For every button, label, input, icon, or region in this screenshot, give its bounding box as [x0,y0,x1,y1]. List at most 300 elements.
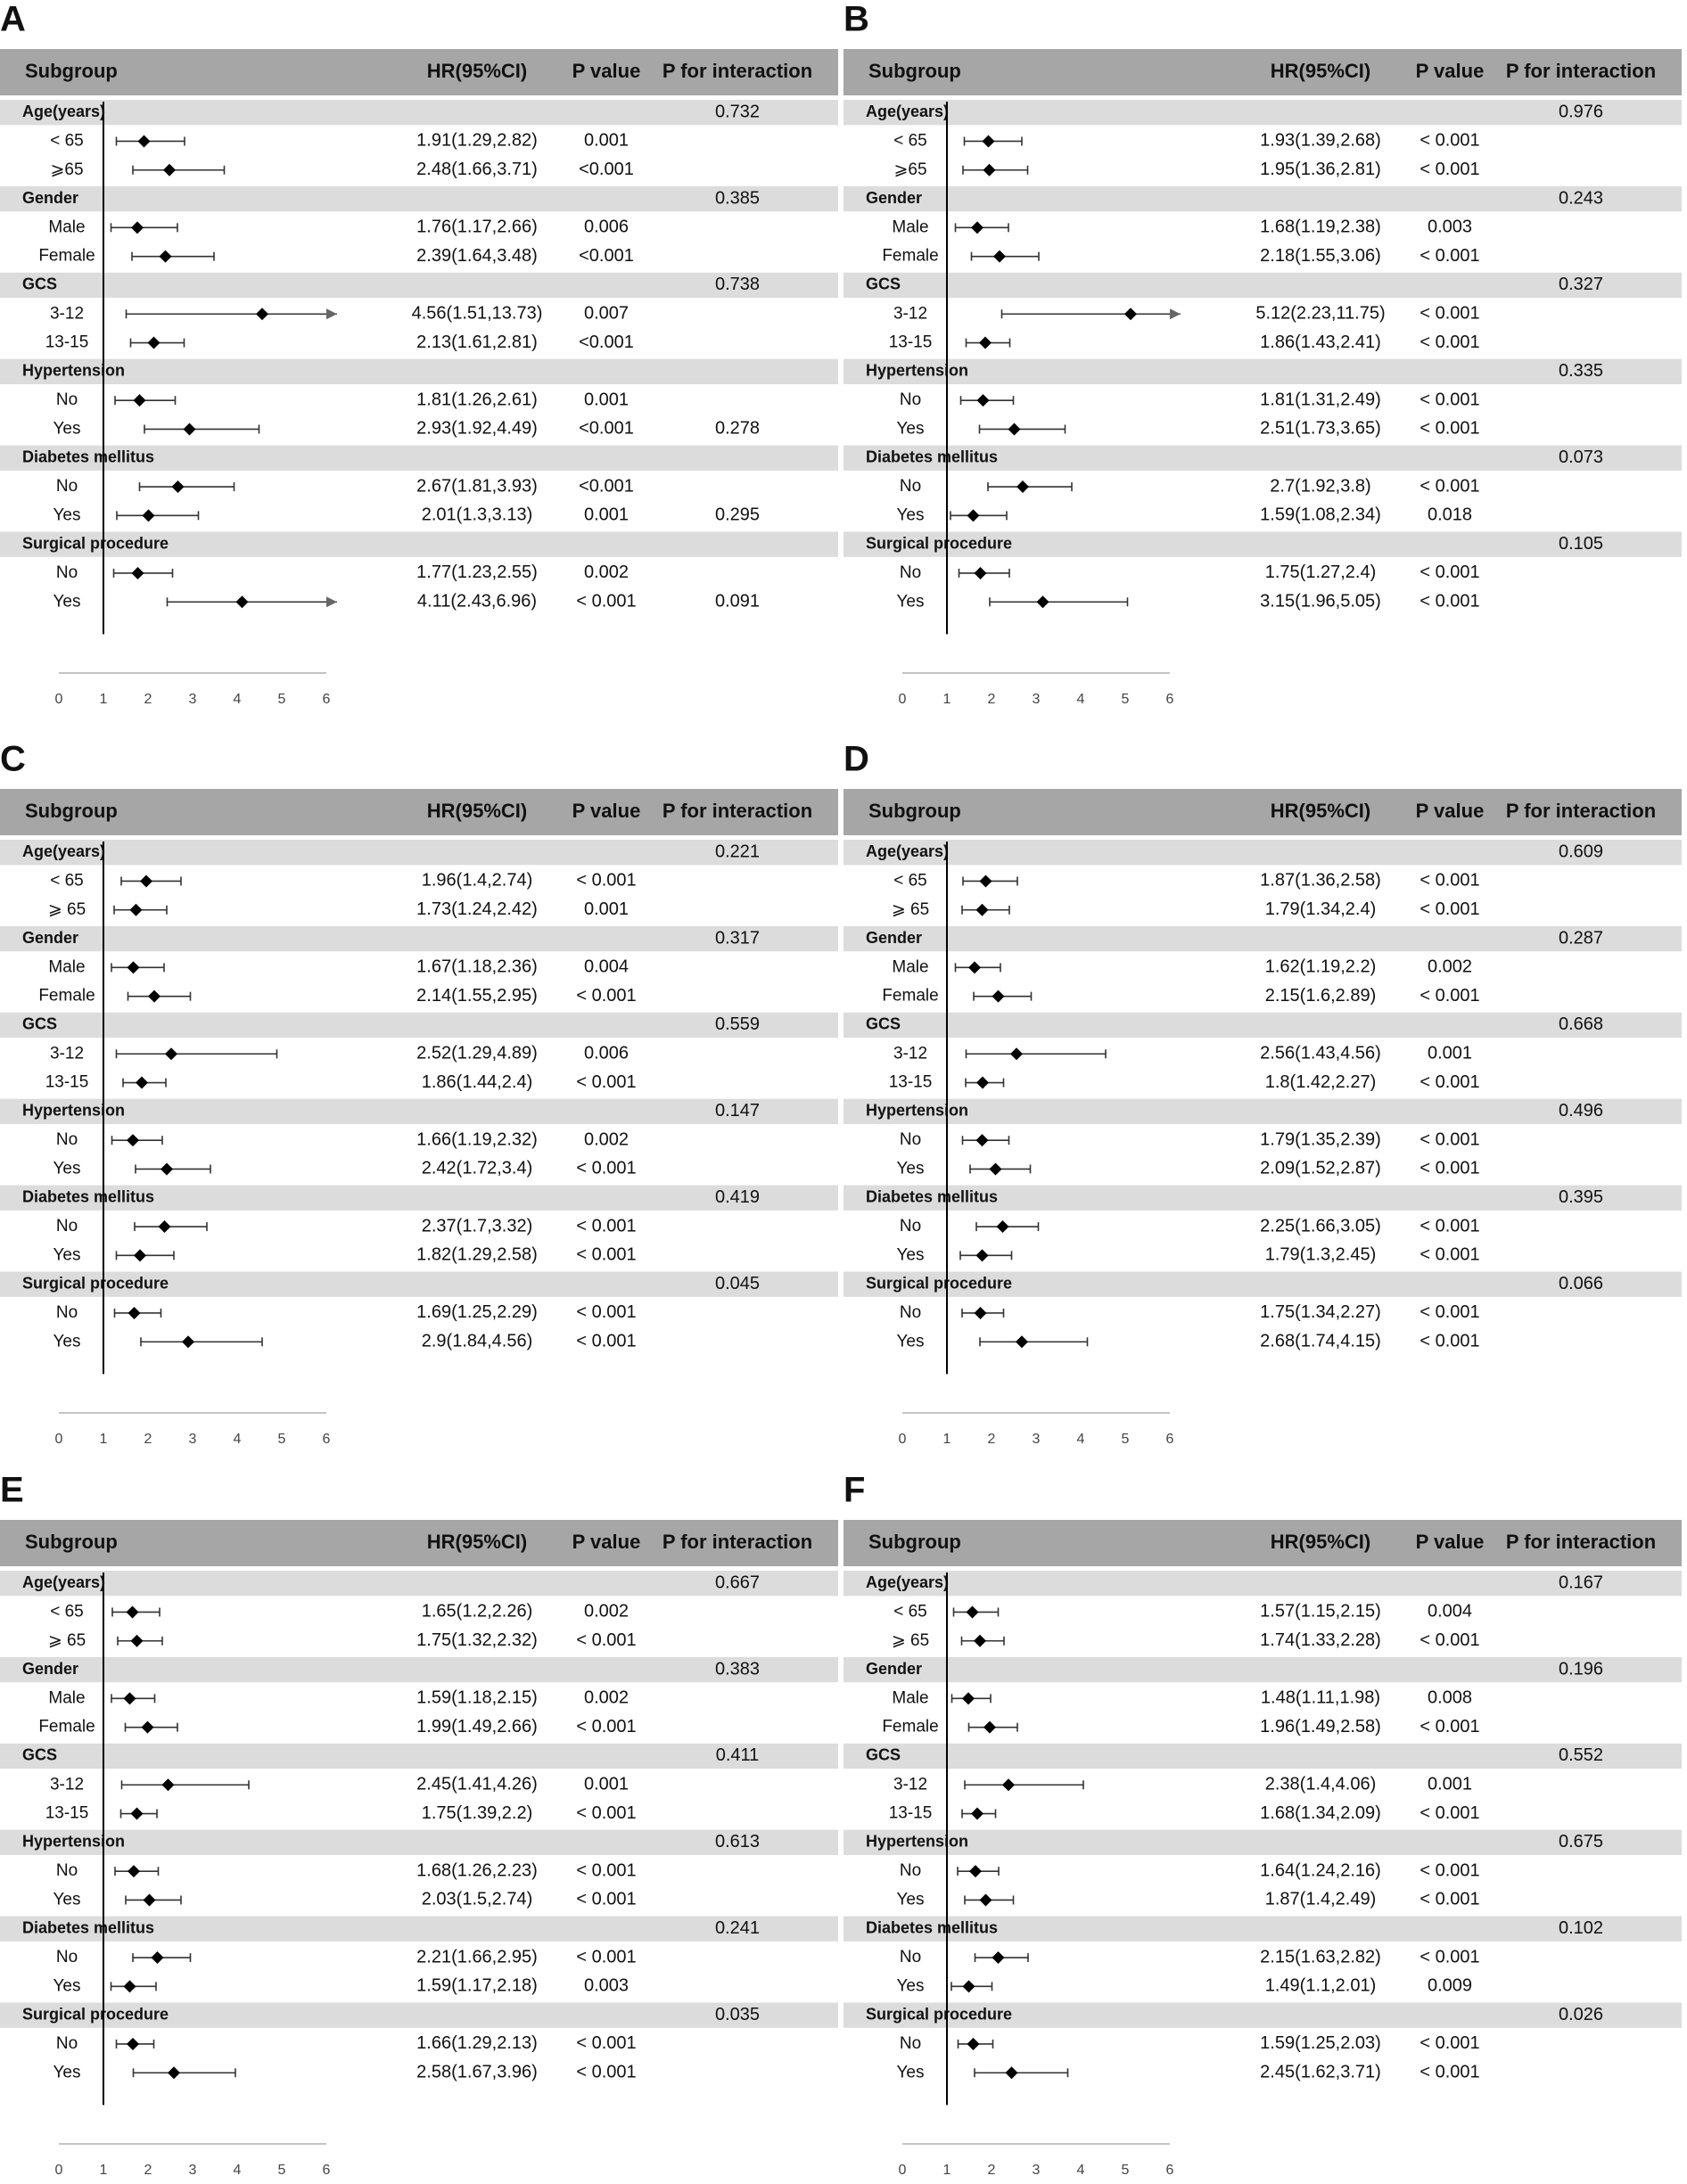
hr-marker [132,567,144,579]
x-tick-label: 0 [898,2163,907,2179]
hr-ci-value: 1.95(1.36,2.81) [1260,160,1381,180]
hr-ci-value: 2.48(1.66,3.71) [416,160,538,180]
hr-ci-value: 1.62(1.19,2.2) [1264,957,1377,977]
category-label: Hypertension [22,1832,126,1851]
forest-panel-f [844,1471,1682,2184]
p-value: < 0.001 [1420,1630,1480,1651]
hr-ci-value: 1.79(1.3,2.45) [1264,1244,1377,1265]
p-value: < 0.001 [576,1302,637,1323]
subgroup-label: Yes [896,1332,925,1351]
hr-marker [980,1893,992,1906]
p-value: < 0.001 [1420,1947,1480,1967]
category-label: Age(years) [866,102,950,120]
header-hr: HR(95%CI) [1270,799,1371,822]
category-band [0,359,838,384]
category-label: GCS [22,1014,58,1033]
hr-marker [977,394,990,406]
subgroup-label: No [899,477,922,497]
subgroup-label: Female [38,1717,95,1737]
category-label: Gender [866,1659,923,1678]
category-label: Surgical procedure [866,2005,1013,2024]
p-interaction-value: 0.552 [1558,1745,1604,1766]
category-label: Hypertension [866,1101,969,1120]
forest-panel-a [0,0,838,713]
subgroup-label: ⩾ 65 [891,899,930,919]
hr-ci-value: 2.21(1.66,2.95) [416,1947,538,1967]
p-interaction-value: 0.385 [714,188,761,209]
subgroup-label: Yes [53,1159,81,1178]
p-value: < 0.001 [576,1158,637,1178]
category-band [0,1830,838,1855]
subgroup-label: 3-12 [49,1775,85,1794]
p-interaction-value: 0.035 [714,2004,761,2024]
category-label: GCS [866,275,901,293]
x-tick-label: 1 [942,1432,951,1448]
x-tick-label: 1 [942,692,951,708]
p-value: < 0.001 [576,1802,637,1823]
hr-ci-value: 1.59(1.18,2.15) [416,1687,538,1708]
p-value: < 0.001 [576,2062,637,2082]
p-value: < 0.001 [576,985,637,1006]
p-value: < 0.001 [576,1947,637,1967]
header-subgroup: Subgroup [868,799,961,822]
category-band [844,926,1682,951]
subgroup-label: Yes [53,2063,81,2082]
x-tick-label: 5 [277,1432,286,1448]
hr-ci-value: 2.68(1.74,4.15) [1260,1331,1381,1351]
x-tick-label: 0 [54,2163,63,2179]
subgroup-label: Female [882,246,939,266]
category-band [0,273,838,298]
hr-marker [1037,595,1049,608]
category-band [0,1571,838,1596]
p-value: < 0.001 [1420,332,1480,352]
subgroup-label: 13-15 [888,333,933,352]
hr-ci-value: 1.67(1.18,2.36) [416,957,538,977]
hr-ci-value: 2.93(1.92,4.49) [416,418,538,439]
p-value: < 0.001 [576,1216,637,1236]
category-band [0,1657,838,1682]
category-label: Diabetes mellitus [866,447,999,466]
p-value: < 0.001 [1420,985,1480,1006]
hr-ci-value: 1.75(1.34,2.27) [1260,1302,1381,1323]
category-label: Age(years) [22,102,106,120]
forest-svg [0,1471,838,2184]
hr-marker [138,135,151,147]
hr-ci-value: 1.75(1.32,2.32) [416,1630,538,1651]
p-value: < 0.001 [576,1860,637,1881]
p-value: 0.008 [1427,1687,1473,1708]
x-tick-label: 5 [1121,1432,1130,1448]
subgroup-label: 13-15 [45,1803,89,1823]
p-value: < 0.001 [1420,1129,1480,1150]
p-value: 0.001 [583,390,630,410]
x-tick-label: 5 [1121,692,1130,708]
category-band [0,100,838,125]
hr-marker [1016,1335,1028,1348]
p-value: 0.003 [1427,217,1473,237]
hr-ci-value: 1.75(1.27,2.4) [1264,562,1377,583]
p-interaction-value: 0.287 [1558,928,1604,948]
p-interaction-value: 0.243 [1558,188,1604,209]
subgroup-label: 13-15 [45,1072,89,1092]
subgroup-label: No [899,1861,922,1881]
hr-ci-value: 1.96(1.4,2.74) [421,870,533,891]
header-subgroup: Subgroup [25,59,118,82]
x-tick-label: 3 [188,1432,197,1448]
p-value: < 0.001 [1420,418,1480,439]
hr-ci-value: 4.56(1.51,13.73) [411,303,543,324]
category-band [0,1099,838,1124]
subgroup-label: < 65 [893,131,927,151]
p-value: < 0.001 [1420,160,1480,180]
category-label: Diabetes mellitus [866,1187,999,1206]
subgroup-label: Yes [53,1890,81,1909]
p-interaction-value: 0.073 [1558,447,1604,468]
header-hr: HR(95%CI) [426,1530,528,1553]
subgroup-label: ⩾65 [50,160,84,179]
hr-ci-value: 1.68(1.19,2.38) [1260,217,1381,237]
x-tick-label: 5 [1121,2163,1130,2179]
subgroup-label: No [899,1302,922,1322]
category-label: Surgical procedure [866,1274,1013,1293]
hr-ci-value: 1.87(1.4,2.49) [1264,1889,1377,1909]
hr-ci-value: 1.87(1.36,2.58) [1260,870,1381,891]
x-tick-label: 0 [898,1432,907,1448]
category-band [844,273,1682,298]
category-label: Surgical procedure [22,534,169,553]
p-value: < 0.001 [576,1889,637,1909]
hr-ci-value: 1.81(1.26,2.61) [416,390,538,410]
header-hr: HR(95%CI) [426,59,528,82]
p-value: 0.001 [583,899,630,920]
p-value: 0.001 [583,1774,630,1794]
x-tick-label: 0 [54,692,63,708]
hr-marker [165,1047,177,1060]
subgroup-label: No [899,1130,922,1150]
p-interaction-value: 0.976 [1558,102,1604,122]
header-p-value: P value [572,1530,641,1553]
hr-ci-value: 1.8(1.42,2.27) [1264,1071,1377,1092]
hr-marker [127,2038,139,2050]
subgroup-label: No [55,390,78,410]
hr-marker [140,874,152,887]
x-tick-label: 1 [99,1432,108,1448]
subgroup-label: Yes [53,1332,81,1351]
x-tick-label: 4 [233,1432,242,1448]
header-p-interaction: P for interaction [1505,1530,1657,1553]
subgroup-label: 13-15 [45,333,89,352]
category-band [0,840,838,865]
hr-marker [131,1808,144,1820]
x-tick-label: 4 [1076,2163,1085,2179]
category-label: Age(years) [22,1572,106,1591]
hr-marker [128,1865,140,1877]
x-tick-label: 6 [1165,692,1174,708]
hr-ci-value: 1.68(1.34,2.09) [1260,1802,1381,1823]
x-tick-label: 4 [233,2163,242,2179]
x-tick-label: 3 [1032,1432,1041,1448]
p-interaction-value: 0.335 [1558,361,1604,382]
p-value: < 0.001 [1420,1071,1480,1092]
header-p-value: P value [572,799,641,822]
category-band [0,186,838,211]
category-band [844,1744,1682,1769]
p-interaction-value: 0.327 [1558,275,1604,295]
category-label: Diabetes mellitus [22,1918,155,1937]
subgroup-label: Yes [896,1245,925,1265]
subgroup-label: Yes [896,592,925,612]
subgroup-label: Yes [53,1976,81,1996]
hr-marker [124,1980,136,1992]
hr-ci-value: 2.01(1.3,3.13) [421,505,533,525]
p-interaction-value: 0.609 [1558,842,1604,862]
hr-ci-value: 2.25(1.66,3.05) [1260,1216,1381,1236]
hr-ci-value: 1.79(1.35,2.39) [1260,1129,1381,1150]
hr-marker [971,1808,983,1820]
hr-marker [976,1249,989,1261]
subgroup-label: < 65 [50,131,84,151]
hr-marker [993,250,1006,263]
p-value: 0.001 [583,505,630,525]
forest-svg [0,0,838,713]
p-interaction-value: 0.221 [714,842,761,862]
category-label: Gender [866,188,923,207]
p-value: < 0.001 [1420,303,1480,324]
hr-marker [1006,2066,1018,2079]
hr-marker [134,1249,146,1261]
hr-marker [134,394,146,406]
x-tick-label: 6 [322,692,331,708]
p-value: 0.004 [1427,1601,1473,1622]
x-tick-label: 4 [233,692,242,708]
hr-ci-value: 1.93(1.39,2.68) [1260,130,1381,151]
p-value: < 0.001 [1420,1244,1480,1265]
x-tick-label: 0 [54,1432,63,1448]
p-value: < 0.001 [1420,2062,1480,2082]
p-value: <0.001 [579,245,634,266]
forest-svg [844,0,1682,713]
p-interaction-value: 0.667 [714,1572,761,1593]
p-interaction-value: 0.411 [715,1745,760,1766]
category-band [844,1657,1682,1682]
p-interaction-value: 0.295 [714,505,761,525]
panel-label: B [844,0,869,39]
category-label: GCS [22,1745,58,1764]
hr-marker [983,1721,996,1734]
header-p-value: P value [1415,59,1485,82]
subgroup-label: Male [892,218,929,237]
subgroup-label: Yes [896,419,925,439]
p-value: < 0.001 [1420,476,1480,497]
hr-ci-value: 1.81(1.31,2.49) [1260,390,1381,410]
x-tick-label: 3 [188,692,197,708]
hr-ci-value: 2.9(1.84,4.56) [421,1331,533,1351]
p-interaction-value: 0.496 [1558,1101,1604,1121]
p-value: < 0.001 [1420,899,1480,920]
p-value: 0.002 [583,562,630,583]
p-interaction-value: 0.066 [1558,1273,1604,1293]
category-label: GCS [22,275,58,293]
p-value: 0.001 [1427,1043,1473,1063]
p-value: < 0.001 [576,1331,637,1351]
category-band [844,1099,1682,1124]
hr-ci-value: 1.91(1.29,2.82) [416,130,538,151]
hr-marker [162,1778,175,1791]
p-value: < 0.001 [1420,591,1480,612]
category-label: GCS [866,1014,901,1033]
x-tick-label: 1 [942,2163,951,2179]
subgroup-label: Female [38,986,95,1006]
forest-svg [844,1471,1682,2184]
x-tick-label: 5 [277,692,286,708]
p-value: 0.002 [1427,957,1473,977]
panel-label: F [844,1471,866,1510]
p-value: < 0.001 [576,2033,637,2054]
hr-ci-value: 5.12(2.23,11.75) [1255,303,1386,324]
p-interaction-value: 0.675 [1558,1832,1604,1852]
p-value: 0.007 [583,303,630,324]
hr-marker [152,1951,164,1964]
p-value: 0.006 [583,217,630,237]
p-interaction-value: 0.732 [714,102,761,122]
header-hr: HR(95%CI) [426,799,528,822]
subgroup-label: 13-15 [888,1072,933,1092]
hr-marker [975,567,987,579]
hr-ci-value: 1.86(1.43,2.41) [1260,332,1381,352]
header-p-interaction: P for interaction [1505,799,1657,822]
hr-marker [997,1220,1009,1233]
hr-ci-value: 1.75(1.39,2.2) [421,1802,533,1823]
category-band [0,1013,838,1038]
hr-marker [128,1307,141,1319]
p-interaction-value: 0.559 [714,1014,761,1035]
x-tick-label: 5 [277,2163,286,2179]
hr-ci-value: 2.56(1.43,4.56) [1260,1043,1381,1063]
hr-marker [963,1980,975,1992]
hr-ci-value: 1.79(1.34,2.4) [1264,899,1377,920]
hr-ci-value: 2.7(1.92,3.8) [1270,476,1371,497]
hr-marker [256,308,268,320]
subgroup-label: 3-12 [893,1775,928,1794]
category-label: Diabetes mellitus [866,1918,999,1937]
header-p-interaction: P for interaction [662,59,813,82]
p-value: 0.002 [583,1687,630,1708]
hr-ci-value: 1.86(1.44,2.4) [421,1071,533,1092]
subgroup-label: No [899,1217,922,1236]
hr-marker [976,1134,989,1146]
hr-ci-value: 2.52(1.29,4.89) [416,1043,538,1063]
p-value: <0.001 [579,418,634,439]
subgroup-label: Yes [896,1890,925,1909]
category-label: GCS [866,1745,901,1764]
hr-marker [992,990,1005,1003]
hr-marker [967,509,980,521]
x-tick-label: 2 [144,2163,152,2179]
p-interaction-value: 0.045 [714,1273,761,1293]
hr-marker [967,1605,979,1618]
subgroup-label: Male [48,218,86,237]
p-value: 0.002 [583,1129,630,1150]
category-label: Hypertension [22,1101,126,1120]
subgroup-label: No [55,1302,78,1322]
hr-ci-value: 2.45(1.41,4.26) [416,1774,538,1794]
hr-marker [124,1692,136,1704]
hr-ci-value: 2.37(1.7,3.32) [421,1216,533,1236]
hr-marker [142,1721,154,1734]
forest-panel-e [0,1471,838,2184]
hr-marker [130,904,143,916]
subgroup-label: < 65 [893,1602,927,1622]
header-p-interaction: P for interaction [662,1530,813,1553]
hr-marker [144,1893,156,1906]
category-label: Diabetes mellitus [22,447,155,466]
subgroup-label: Yes [53,592,81,612]
hr-marker [136,1077,148,1089]
hr-marker [160,250,172,263]
subgroup-label: Male [48,1688,86,1708]
p-value: < 0.001 [1420,1802,1480,1823]
x-tick-label: 3 [1032,2163,1041,2179]
hr-ci-value: 2.13(1.61,2.81) [416,332,538,352]
hr-marker [990,1162,1002,1175]
hr-ci-value: 2.09(1.52,2.87) [1260,1158,1381,1178]
hr-ci-value: 4.11(2.43,6.96) [416,591,538,612]
subgroup-label: ⩾ 65 [891,1630,930,1650]
category-label: Gender [22,188,79,207]
category-label: Hypertension [22,361,126,380]
category-label: Hypertension [866,1832,969,1851]
x-tick-label: 2 [144,1432,152,1448]
x-tick-label: 6 [322,2163,331,2179]
subgroup-label: ⩾ 65 [47,899,86,919]
panel-label: D [844,740,869,779]
header-subgroup: Subgroup [868,59,961,82]
hr-marker [1010,1047,1023,1060]
hr-marker [975,1307,987,1319]
category-label: Age(years) [22,842,106,860]
hr-marker [143,509,155,521]
subgroup-label: 3-12 [49,304,85,324]
hr-ci-value: 1.99(1.49,2.66) [416,1716,538,1737]
p-value: < 0.001 [1420,1158,1480,1178]
hr-marker [983,135,995,147]
subgroup-label: 13-15 [888,1803,933,1823]
hr-ci-value: 1.69(1.25,2.29) [416,1302,538,1323]
p-value: <0.001 [579,332,634,352]
subgroup-label: < 65 [50,1602,84,1622]
ci-arrow [1170,308,1181,319]
hr-marker [980,874,992,887]
p-value: < 0.001 [1420,1302,1480,1323]
hr-ci-value: 1.82(1.29,2.58) [416,1244,538,1265]
category-label: Diabetes mellitus [22,1187,155,1206]
p-value: 0.001 [583,130,630,151]
x-tick-label: 6 [1165,1432,1174,1448]
subgroup-label: ⩾65 [893,160,927,179]
subgroup-label: No [899,1948,922,1967]
p-interaction-value: 0.668 [1558,1014,1604,1035]
subgroup-label: No [55,562,78,582]
subgroup-label: < 65 [50,871,84,891]
hr-marker [969,1865,982,1877]
p-interaction-value: 0.419 [714,1187,761,1208]
subgroup-label: Female [38,246,95,266]
hr-ci-value: 1.59(1.25,2.03) [1260,2033,1381,2054]
p-interaction-value: 0.738 [714,275,761,295]
x-tick-label: 2 [987,1432,996,1448]
category-label: Surgical procedure [22,2005,169,2024]
